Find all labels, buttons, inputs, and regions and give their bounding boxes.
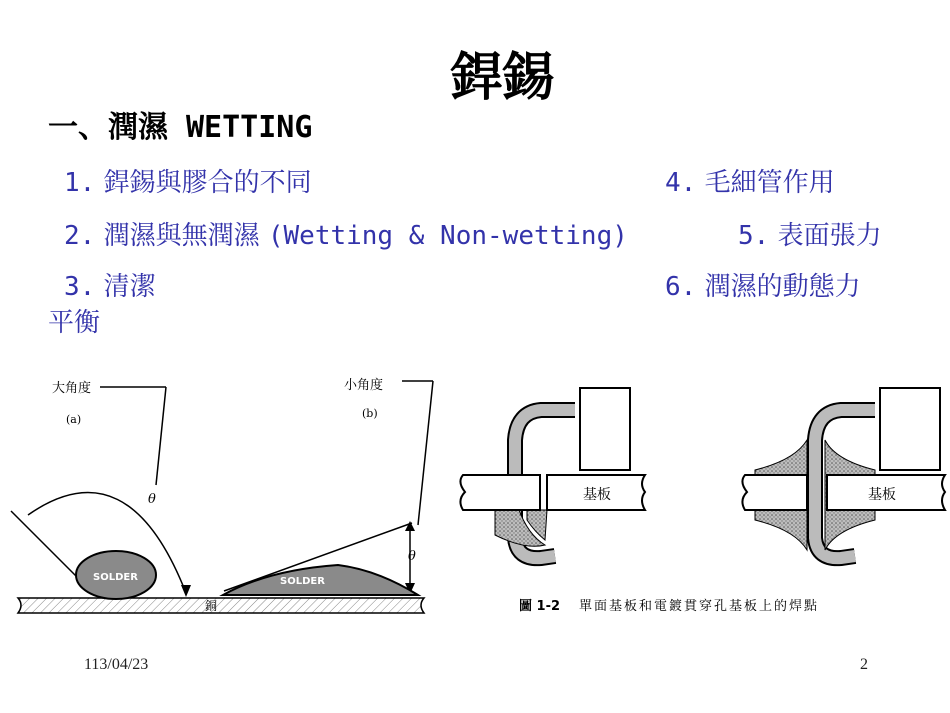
item-4-num: 4. bbox=[665, 168, 697, 198]
board-label-left: 基板 bbox=[583, 487, 611, 503]
slide-title: 銲錫 bbox=[450, 48, 555, 108]
item-6-text: 潤濕的動態力 bbox=[704, 272, 861, 302]
theta-a: θ bbox=[148, 492, 156, 507]
wetting-angle-figure bbox=[8, 365, 448, 635]
theta-b: θ bbox=[408, 549, 416, 564]
item-2-num: 2. bbox=[64, 221, 96, 251]
list-item-3 bbox=[64, 270, 156, 304]
list-item-1 bbox=[64, 166, 312, 200]
heading-en: WETTING bbox=[186, 110, 313, 145]
list-item-6 bbox=[665, 270, 861, 304]
solder-joint-figure bbox=[455, 370, 950, 625]
list-item-5 bbox=[738, 219, 882, 253]
tag-a: (a) bbox=[66, 413, 82, 426]
item-5-num: 5. bbox=[738, 221, 770, 251]
list-item-2 bbox=[64, 219, 628, 253]
section-heading bbox=[48, 108, 312, 148]
item-3-text: 清潔 bbox=[103, 272, 156, 302]
item-2-text-en: (Wetting & Non-wetting) bbox=[267, 221, 628, 251]
list-item-4 bbox=[665, 166, 835, 200]
footer-date: 113/04/23 bbox=[84, 656, 149, 673]
tag-b: (b) bbox=[362, 407, 378, 420]
figure-caption-num: 圖 1-2 bbox=[519, 599, 561, 614]
board-label-right: 基板 bbox=[868, 487, 896, 503]
solder-label-b: SOLDER bbox=[280, 576, 325, 587]
footer-page-number: 2 bbox=[860, 656, 868, 673]
copper-base bbox=[18, 598, 424, 613]
heading-zh: 一、潤濕 bbox=[48, 110, 168, 145]
copper-label: 銅 bbox=[205, 599, 218, 613]
solder-label-a: SOLDER bbox=[93, 572, 138, 583]
label-big-angle: 大角度 bbox=[52, 381, 92, 396]
list-item-6-wrap: 平衡 bbox=[48, 308, 101, 338]
figure-caption: 單面基板和電鍍貫穿孔基板上的焊點 bbox=[579, 599, 820, 614]
item-4-text: 毛細管作用 bbox=[704, 168, 835, 198]
item-2-text: 潤濕與無潤濕 bbox=[103, 221, 260, 251]
item-1-text: 銲錫與膠合的不同 bbox=[103, 168, 312, 198]
item-6-num: 6. bbox=[665, 272, 697, 302]
item-1-num: 1. bbox=[64, 168, 96, 198]
item-5-text: 表面張力 bbox=[777, 221, 882, 251]
label-small-angle: 小角度 bbox=[344, 378, 384, 393]
item-3-num: 3. bbox=[64, 272, 96, 302]
